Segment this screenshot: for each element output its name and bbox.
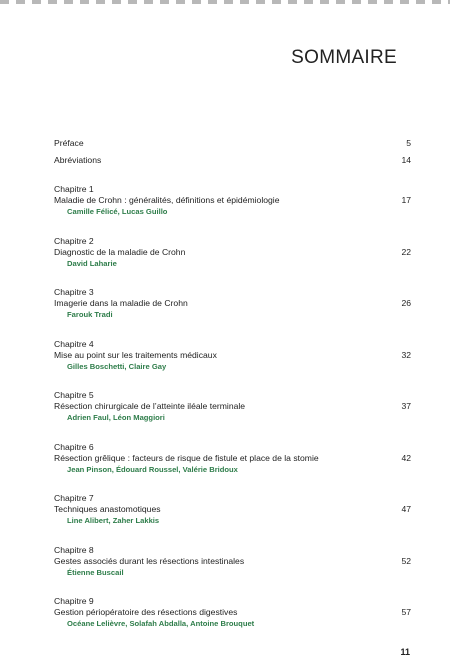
chapter-page: 47 bbox=[401, 504, 411, 514]
chapter-title: Résection grêlique : facteurs de risque de fistule et place de la stomie bbox=[54, 452, 319, 463]
chapter-authors: Adrien Faul, Léon Maggiori bbox=[67, 413, 165, 422]
chapter-authors: Farouk Tradi bbox=[67, 310, 113, 319]
chapter-number: Chapitre 9 bbox=[54, 596, 94, 606]
toc-entry-abbreviations[interactable] bbox=[54, 155, 411, 166]
chapter-authors: Line Alibert, Zaher Lakkis bbox=[67, 516, 160, 525]
chapter-page: 57 bbox=[401, 607, 411, 617]
page-number: 11 bbox=[400, 647, 410, 657]
chapter-authors: Océane Lelièvre, Solafah Abdalla, Antoine Brouquet bbox=[67, 619, 255, 628]
chapter-page: 52 bbox=[401, 555, 411, 566]
page-title: SOMMAIRE bbox=[291, 46, 397, 68]
chapter-number: Chapitre 1 bbox=[54, 184, 94, 194]
top-dashed-border bbox=[0, 0, 450, 4]
toc-entry-page: 5 bbox=[406, 138, 411, 148]
chapter-number: Chapitre 3 bbox=[54, 287, 94, 297]
chapter-authors: David Laharie bbox=[67, 258, 117, 268]
chapter-number: Chapitre 7 bbox=[54, 493, 94, 503]
chapter-title: Mise au point sur les traitements médicaux bbox=[54, 349, 217, 360]
chapter-title: Gestion périopératoire des résections digestives bbox=[54, 607, 238, 617]
toc-chapter-2[interactable] bbox=[54, 236, 411, 269]
chapter-authors: Camille Félicé, Lucas Guillo bbox=[67, 207, 168, 216]
chapter-number: Chapitre 4 bbox=[54, 338, 94, 349]
chapter-title: Diagnostic de la maladie de Crohn bbox=[54, 246, 186, 257]
toc-chapter-6[interactable] bbox=[54, 442, 411, 475]
toc-chapter-8[interactable] bbox=[54, 545, 411, 578]
chapter-title: Résection chirurgicale de l’atteinte iléale terminale bbox=[54, 401, 246, 411]
chapter-title: Gestes associés durant les résections intestinales bbox=[54, 555, 245, 566]
chapter-authors: Gilles Boschetti, Claire Gay bbox=[67, 361, 167, 371]
toc-chapter-5[interactable] bbox=[54, 390, 411, 423]
chapter-title: Techniques anastomotiques bbox=[54, 504, 161, 514]
chapter-authors: Jean Pinson, Édouard Roussel, Valérie Bridoux bbox=[67, 464, 238, 474]
chapter-page: 32 bbox=[401, 349, 411, 360]
toc-entry-label: Préface bbox=[54, 138, 84, 148]
chapter-number: Chapitre 6 bbox=[54, 441, 94, 452]
table-of-contents bbox=[54, 138, 411, 648]
toc-entry-preface[interactable] bbox=[54, 138, 411, 149]
chapter-page: 26 bbox=[401, 298, 411, 308]
chapter-number: Chapitre 8 bbox=[54, 544, 94, 555]
chapter-page: 42 bbox=[401, 452, 411, 463]
toc-entry-page: 14 bbox=[401, 155, 411, 165]
chapter-number: Chapitre 5 bbox=[54, 390, 94, 400]
toc-chapter-3[interactable] bbox=[54, 287, 411, 320]
chapter-page: 22 bbox=[401, 246, 411, 257]
toc-chapter-7[interactable] bbox=[54, 493, 411, 526]
chapter-title: Imagerie dans la maladie de Crohn bbox=[54, 298, 188, 308]
chapter-page: 37 bbox=[401, 401, 411, 411]
toc-chapter-9[interactable] bbox=[54, 596, 411, 629]
toc-entry-label: Abréviations bbox=[54, 155, 102, 165]
chapter-authors: Étienne Buscail bbox=[67, 567, 124, 577]
toc-chapter-4[interactable] bbox=[54, 339, 411, 372]
chapter-page: 17 bbox=[401, 195, 411, 205]
toc-chapter-1[interactable] bbox=[54, 184, 411, 217]
chapter-title: Maladie de Crohn : généralités, définitions et épidémiologie bbox=[54, 195, 280, 205]
chapter-number: Chapitre 2 bbox=[54, 235, 94, 246]
